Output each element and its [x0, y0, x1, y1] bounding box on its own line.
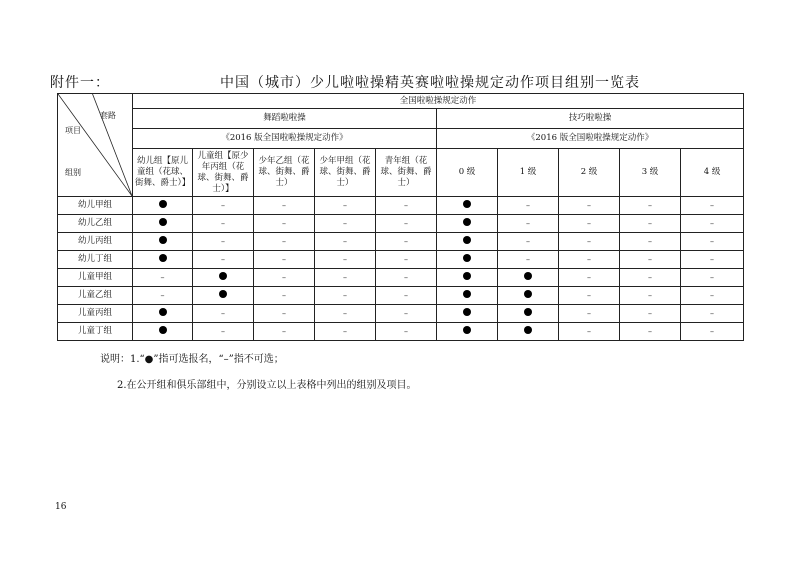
table-row	[58, 269, 744, 287]
table-cell	[498, 197, 559, 215]
table-cell	[193, 251, 254, 269]
row-group-name: 儿童乙组	[58, 287, 133, 305]
not-eligible-dash: –	[282, 218, 286, 228]
table-cell	[315, 251, 376, 269]
not-eligible-dash: –	[587, 254, 591, 264]
table-cell	[376, 233, 437, 251]
not-eligible-dash: –	[343, 236, 347, 246]
attachment-label: 附件一：	[50, 75, 110, 91]
header	[50, 72, 755, 92]
column-header: 3 级	[620, 149, 681, 197]
not-eligible-dash: –	[404, 308, 408, 318]
table-cell	[620, 287, 681, 305]
not-eligible-dash: –	[221, 218, 225, 228]
not-eligible-dash: –	[648, 218, 652, 228]
not-eligible-dash: –	[282, 200, 286, 210]
not-eligible-dash: –	[404, 254, 408, 264]
not-eligible-dash: –	[282, 326, 286, 336]
table-cell	[498, 305, 559, 323]
not-eligible-dash: –	[710, 236, 715, 246]
column-header: 0 级	[437, 149, 498, 197]
table-row	[58, 197, 744, 215]
not-eligible-dash: –	[710, 218, 715, 228]
not-eligible-dash: –	[710, 272, 715, 282]
eligible-dot	[463, 236, 471, 244]
eligible-dot	[463, 272, 471, 280]
table-cell	[681, 233, 744, 251]
corner-header-cell	[58, 94, 133, 197]
group-table	[57, 93, 744, 341]
table-cell	[193, 215, 254, 233]
table-cell	[437, 215, 498, 233]
not-eligible-dash: –	[587, 200, 591, 210]
corner-label-event: 项目	[65, 126, 81, 135]
table-cell	[193, 305, 254, 323]
table-cell	[681, 197, 744, 215]
eligible-dot	[463, 326, 471, 334]
table-cell	[133, 269, 193, 287]
version-header-acrobatic: 《2016 版全国啦啦操规定动作》	[437, 129, 744, 149]
not-eligible-dash: –	[343, 308, 347, 318]
note-2: 2.在公开组和俱乐部组中，分别设立以上表格中列出的组别及项目。	[117, 380, 417, 391]
table-cell	[133, 305, 193, 323]
table-cell	[133, 251, 193, 269]
table-cell	[254, 287, 315, 305]
column-header: 少年甲组（花球、街舞、爵士）	[315, 149, 376, 197]
eligible-dot	[159, 218, 167, 226]
not-eligible-dash: –	[710, 326, 715, 336]
eligible-dot	[524, 308, 532, 316]
eligible-dot	[463, 290, 471, 298]
eligible-dot	[524, 272, 532, 280]
not-eligible-dash: –	[221, 326, 225, 336]
not-eligible-dash: –	[710, 308, 715, 318]
column-header: 青年组（花球、街舞、爵士）	[376, 149, 437, 197]
table-cell	[376, 323, 437, 341]
not-eligible-dash: –	[587, 308, 591, 318]
diagonal-lines	[58, 94, 132, 196]
not-eligible-dash: –	[404, 326, 408, 336]
table-cell	[437, 305, 498, 323]
column-header: 4 级	[681, 149, 744, 197]
table-cell	[376, 305, 437, 323]
table-cell	[376, 197, 437, 215]
table-cell	[254, 197, 315, 215]
group-header-acrobatic: 技巧啦啦操	[437, 109, 744, 129]
eligible-dot	[219, 272, 227, 280]
notes	[100, 347, 417, 399]
eligible-dot	[159, 326, 167, 334]
table-row	[58, 323, 744, 341]
not-eligible-dash: –	[587, 290, 591, 300]
eligible-dot	[524, 290, 532, 298]
table-cell	[254, 305, 315, 323]
not-eligible-dash: –	[343, 326, 347, 336]
group-header-dance: 舞蹈啦啦操	[133, 109, 437, 129]
not-eligible-dash: –	[221, 236, 225, 246]
table-cell	[620, 197, 681, 215]
table-cell	[133, 233, 193, 251]
not-eligible-dash: –	[648, 326, 652, 336]
not-eligible-dash: –	[343, 218, 347, 228]
table-cell	[254, 251, 315, 269]
table-row	[58, 233, 744, 251]
eligible-dot	[219, 290, 227, 298]
not-eligible-dash: –	[282, 236, 286, 246]
eligible-dot	[159, 254, 167, 262]
table-cell	[681, 251, 744, 269]
table-cell	[559, 215, 620, 233]
not-eligible-dash: –	[648, 308, 652, 318]
table-cell	[681, 287, 744, 305]
table-cell	[620, 305, 681, 323]
not-eligible-dash: –	[710, 290, 715, 300]
version-header-dance: 《2016 版全国啦啦操规定动作》	[133, 129, 437, 149]
note-1: 说明：1.“●”指可选报名，“–”指不可选；	[100, 354, 284, 365]
not-eligible-dash: –	[160, 272, 165, 282]
not-eligible-dash: –	[404, 290, 408, 300]
eligible-dot	[463, 200, 471, 208]
table-cell	[620, 323, 681, 341]
table-body	[58, 197, 744, 341]
table-cell	[376, 287, 437, 305]
table-cell	[315, 215, 376, 233]
not-eligible-dash: –	[648, 290, 652, 300]
table-cell	[559, 287, 620, 305]
not-eligible-dash: –	[282, 308, 286, 318]
not-eligible-dash: –	[526, 254, 530, 264]
row-group-name: 儿童丙组	[58, 305, 133, 323]
table-cell	[254, 215, 315, 233]
table-cell	[376, 269, 437, 287]
table-cell	[315, 305, 376, 323]
table-cell	[193, 287, 254, 305]
eligible-dot	[159, 236, 167, 244]
eligible-dot	[159, 308, 167, 316]
table-cell	[315, 269, 376, 287]
corner-label-group: 组别	[65, 168, 81, 177]
eligible-dot	[463, 254, 471, 262]
table-cell	[437, 323, 498, 341]
not-eligible-dash: –	[648, 200, 652, 210]
not-eligible-dash: –	[221, 254, 225, 264]
not-eligible-dash: –	[343, 254, 347, 264]
main-header-cell: 全国啦啦操规定动作	[133, 94, 744, 109]
not-eligible-dash: –	[587, 218, 591, 228]
table-cell	[559, 251, 620, 269]
table-cell	[620, 233, 681, 251]
table-cell	[437, 233, 498, 251]
table-cell	[498, 269, 559, 287]
not-eligible-dash: –	[221, 200, 225, 210]
table-cell	[620, 269, 681, 287]
table-cell	[498, 287, 559, 305]
not-eligible-dash: –	[587, 236, 591, 246]
not-eligible-dash: –	[221, 308, 225, 318]
row-group-name: 儿童丁组	[58, 323, 133, 341]
table-cell	[559, 197, 620, 215]
table-cell	[133, 287, 193, 305]
not-eligible-dash: –	[282, 290, 286, 300]
table-cell	[681, 305, 744, 323]
column-header: 2 级	[559, 149, 620, 197]
table-cell	[376, 251, 437, 269]
table-row	[58, 251, 744, 269]
table-cell	[315, 287, 376, 305]
table-cell	[498, 251, 559, 269]
not-eligible-dash: –	[526, 236, 530, 246]
column-header: 少年乙组（花球、街舞、爵士）	[254, 149, 315, 197]
not-eligible-dash: –	[587, 272, 591, 282]
document-title: 中国（城市）少儿啦啦操精英赛啦啦操规定动作项目组别一览表	[220, 75, 640, 91]
table-cell	[133, 323, 193, 341]
not-eligible-dash: –	[710, 200, 715, 210]
row-group-name: 幼儿甲组	[58, 197, 133, 215]
table-cell	[193, 269, 254, 287]
column-header: 儿童组【原少年丙组（花球、街舞、爵士）】	[193, 149, 254, 197]
table-cell	[498, 233, 559, 251]
table-cell	[315, 233, 376, 251]
eligible-dot	[463, 308, 471, 316]
row-group-name: 幼儿丙组	[58, 233, 133, 251]
column-header: 幼儿组【原儿童组（花球、街舞、爵士）】	[133, 149, 193, 197]
table-cell	[498, 215, 559, 233]
not-eligible-dash: –	[160, 290, 165, 300]
table-cell	[437, 197, 498, 215]
table-cell	[254, 233, 315, 251]
table-cell	[437, 269, 498, 287]
table-cell	[681, 269, 744, 287]
table-row	[58, 215, 744, 233]
table-cell	[193, 197, 254, 215]
table-cell	[437, 287, 498, 305]
not-eligible-dash: –	[343, 290, 347, 300]
table-cell	[681, 215, 744, 233]
table-cell	[254, 323, 315, 341]
not-eligible-dash: –	[282, 254, 286, 264]
table-cell	[498, 323, 559, 341]
eligible-dot	[524, 326, 532, 334]
not-eligible-dash: –	[404, 272, 408, 282]
not-eligible-dash: –	[404, 218, 408, 228]
table-cell	[133, 215, 193, 233]
not-eligible-dash: –	[648, 272, 652, 282]
not-eligible-dash: –	[343, 272, 347, 282]
table-cell	[315, 323, 376, 341]
column-header: 1 级	[498, 149, 559, 197]
not-eligible-dash: –	[526, 200, 530, 210]
not-eligible-dash: –	[648, 254, 652, 264]
table-cell	[620, 251, 681, 269]
row-group-name: 儿童甲组	[58, 269, 133, 287]
not-eligible-dash: –	[343, 200, 347, 210]
not-eligible-dash: –	[710, 254, 715, 264]
table-cell	[681, 323, 744, 341]
not-eligible-dash: –	[526, 218, 530, 228]
table-row	[58, 287, 744, 305]
not-eligible-dash: –	[404, 200, 408, 210]
table-cell	[315, 197, 376, 215]
table-cell	[437, 251, 498, 269]
row-group-name: 幼儿乙组	[58, 215, 133, 233]
corner-label-routine: 套路	[100, 111, 116, 120]
table-cell	[133, 197, 193, 215]
table-cell	[559, 233, 620, 251]
page-number: 16	[55, 502, 67, 512]
table-row	[58, 305, 744, 323]
table-cell	[559, 323, 620, 341]
not-eligible-dash: –	[648, 236, 652, 246]
not-eligible-dash: –	[587, 326, 591, 336]
table-cell	[559, 305, 620, 323]
eligible-dot	[463, 218, 471, 226]
not-eligible-dash: –	[404, 236, 408, 246]
table-cell	[193, 233, 254, 251]
eligible-dot	[159, 200, 167, 208]
table-cell	[376, 215, 437, 233]
table-cell	[193, 323, 254, 341]
table-cell	[620, 215, 681, 233]
row-group-name: 幼儿丁组	[58, 251, 133, 269]
table-cell	[254, 269, 315, 287]
table-cell	[559, 269, 620, 287]
not-eligible-dash: –	[282, 272, 286, 282]
